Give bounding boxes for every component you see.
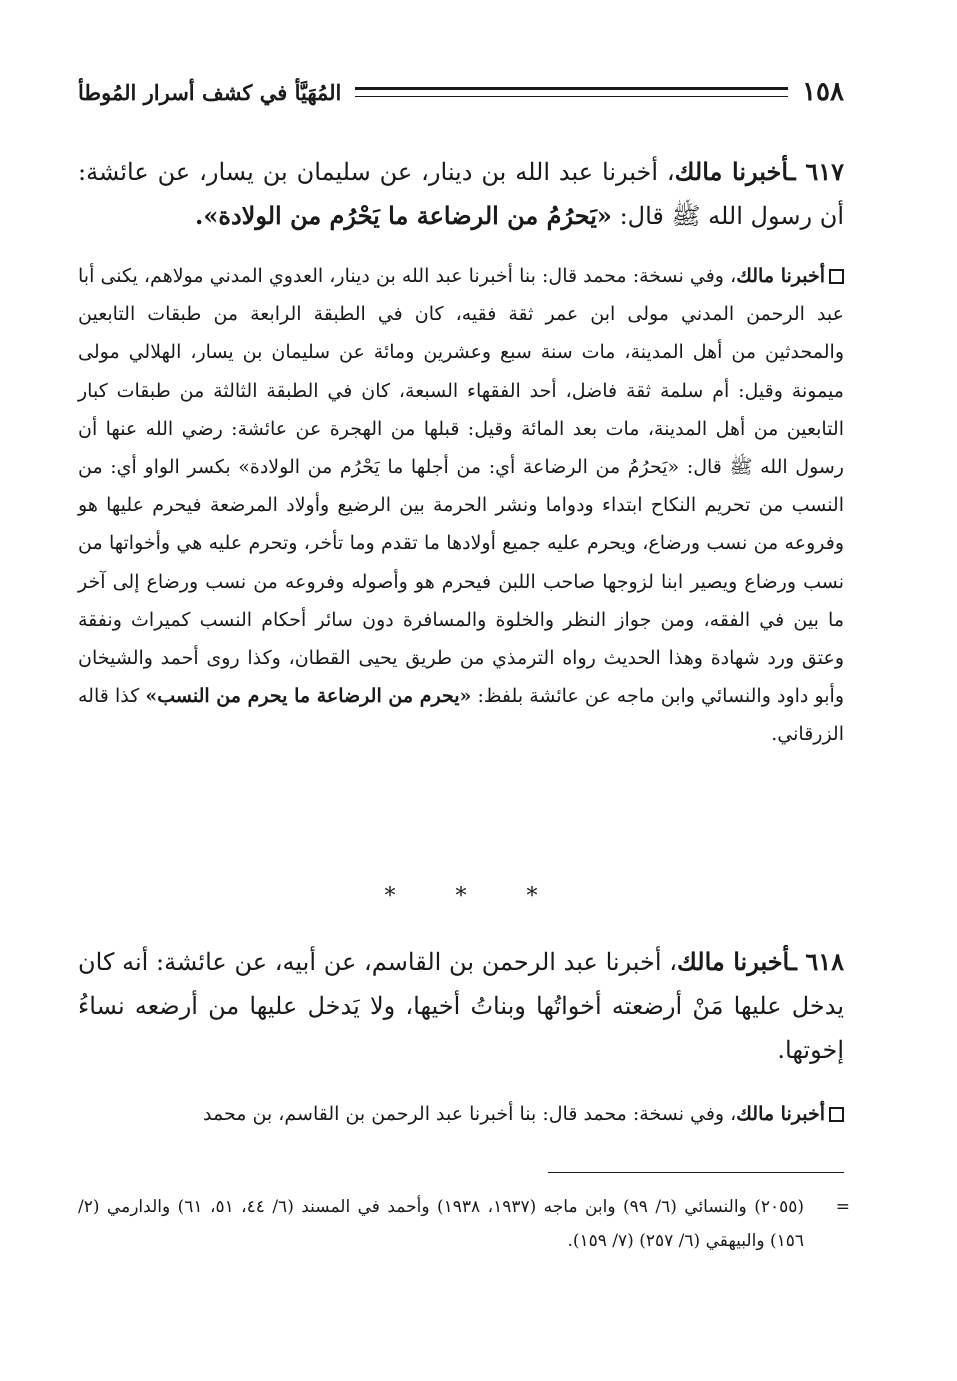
hadith-617 — [78, 150, 844, 238]
separator-star: * — [384, 884, 396, 909]
commentary-quote: «يحرم من الرضاعة ما يحرم من النسب» — [145, 685, 472, 708]
hadith-text: ، أخبرنا عبد الرحمن بن القاسم، عن أبيه، عن عائشة: أنه كان يدخل عليها مَنْ أرضعته أخواتُها وبناتُ أخيها، ولا يَدخل عليها من أرضعه نساءُ إخوتها. — [78, 948, 844, 1064]
hadith-opening: أخبرنا مالك — [677, 947, 790, 976]
commentary-closing: كذا قاله الزرقاني. — [78, 685, 844, 746]
book-title: المُهَيَّأ في كشف أسرار المُوطأ — [78, 79, 342, 105]
footnote-marker: = — [835, 1197, 850, 1217]
commentary-text: ، وفي نسخة: محمد قال: بنا أخبرنا عبد الرحمن بن القاسم، بن محمد — [203, 1103, 737, 1125]
separator-star: * — [455, 884, 467, 909]
footnote-text: (٢٠٥٥) والنسائي (٦/ ٩٩) وابن ماجه (١٩٣٧، ١٩٣٨) وأحمد في المسند (٦/ ٤٤، ٥١، ٦١) والدارمي (٢/ ١٥٦) والبيهقي (٦/ ٢٥٧) (٧/ ١٥٩). — [78, 1197, 804, 1251]
hadith-quote: «يَحرُمُ من الرضاعة ما يَحْرُم من الولادة». — [195, 201, 612, 230]
running-header — [78, 70, 844, 114]
section-separator — [78, 884, 844, 909]
footnote — [78, 1190, 850, 1258]
hadith-number: ٦١٨ ـ — [789, 947, 845, 976]
commentary-opening: أخبرنا مالك — [736, 265, 826, 287]
commentary-text: ، وفي نسخة: محمد قال: بنا أخبرنا عبد الله بن دينار، العدوي المدني مولاهم، يكنى أبا عبد الرحمن المدني مولى ابن عمر ثقة فقيه، كان في الطبقة الرابعة من طبقات التابعين والمحدثين من أهل المدينة، مات سنة سبع وعشرين ومائة عن سليمان بن يسار، الهلالي مولى ميمونة وقيل: أم سلمة ثقة فاضل، أحد الفقهاء السبعة، كان في الطبقة الثالثة من طبقات كبار التابعين من أهل المدينة، مات بعد المائة وقيل: قبلها من الهجرة عن عائشة: رضي الله عنها أن رسول الله ﷺ قال: «يَحرُمُ من الرضاعة أي: من أجلها ما يَحْرُم من الولادة» بكسر الواو أي: من النسب من تحريم النكاح ابتداء ودواما ونشر الحرمة بين الرضيع وأولاد المرضعة فيحرم عليها هو وفروعه من نسب ورضاع، ويحرم عليه جميع أولادها ما تقدم وما تأخر، وتحرم عليه هي وأخواتها من نسب ورضاع ويصير ابنا لزوجها صاحب اللبن فيحرم هو وأصوله وفروعه من نسب ورضاع إلى آخر ما بين في الفقه، ومن جواز النظر والخلوة والمسافرة دون سائر أحكام النسب كميراث ونفقة وعتق ورد شهادة وهذا الحديث رواه الترمذي من طريق يحيى القطان، وكذا روى أحمد والشيخان وأبو داود والنسائي وابن ماجه عن عائشة بلفظ: — [78, 265, 845, 708]
commentary-box-icon — [829, 269, 844, 284]
footnote-rule — [548, 1172, 844, 1173]
commentary-box-icon — [829, 1107, 844, 1122]
header-rule — [355, 87, 788, 97]
hadith-number: ٦١٧ ـ — [788, 157, 845, 186]
hadith-opening: أخبرنا مالك — [674, 157, 789, 186]
commentary-617 — [78, 257, 844, 754]
hadith-618 — [78, 940, 844, 1072]
commentary-618 — [78, 1095, 844, 1133]
page-number: ١٥٨ — [802, 77, 844, 107]
hadith-text: ، أخبرنا عبد الله بن دينار، عن سليمان بن يسار، عن عائشة: أن رسول الله ﷺ قال: — [78, 158, 844, 230]
commentary-opening: أخبرنا مالك — [736, 1103, 825, 1125]
separator-star: * — [526, 884, 538, 909]
